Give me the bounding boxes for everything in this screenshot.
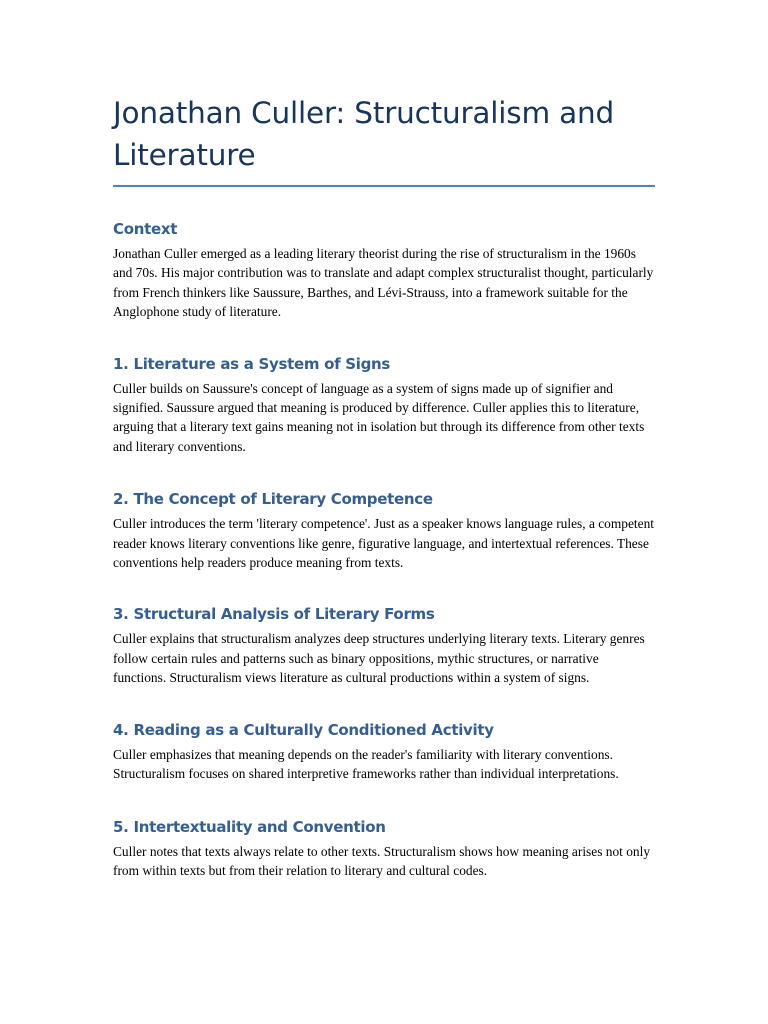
section-paragraph: Jonathan Culler emerged as a leading literary theorist during the rise of structuralism in the 1960s and 70s. His major contribution was to translate and adapt complex structuralist thought, particularly from French thinkers like Saussure, Barthes, and Lévi-Strauss, into a framework suitable for the Anglophone study of literature. (113, 246, 654, 320)
section-literary-competence (113, 489, 655, 572)
section-heading: 4. Reading as a Culturally Conditioned Activity (113, 720, 494, 739)
section-paragraph: Culler emphasizes that meaning depends on the reader's familiarity with literary conventions. Structuralism focuses on shared interpretive frameworks rather than individual interpretations. (113, 746, 619, 782)
section-heading: 5. Intertextuality and Convention (113, 817, 386, 836)
section-paragraph: Culler explains that structuralism analyzes deep structures underlying literary texts. Literary genres follow certain rules and patterns such as binary oppositions, mythic structures, or narrative functions. Structuralism views literature as cultural productions within a system of signs. (113, 631, 645, 686)
section-context (113, 219, 655, 322)
section-heading: 2. The Concept of Literary Competence (113, 490, 433, 509)
section-paragraph: Culler builds on Saussure's concept of language as a system of signs made up of signifier and signified. Saussure argued that meaning is produced by difference. Culler applies this to literature, arguing that a literary text gains meaning not in isolation but through its difference from other texts and literary conventions. (113, 380, 645, 454)
section-intertextuality (113, 817, 655, 881)
document-content (113, 92, 655, 880)
document-title: Jonathan Culler: Structuralism and Literature (113, 96, 615, 172)
section-paragraph: Culler introduces the term 'literary competence'. Just as a speaker knows language rules, a competent reader knows literary conventions like genre, figurative language, and intertextual references. These conventions help readers produce meaning from texts. (113, 516, 655, 571)
section-structural-analysis (113, 604, 655, 687)
section-paragraph: Culler notes that texts always relate to other texts. Structuralism shows how meaning arises not only from within texts but from their relation to literary and cultural codes. (113, 843, 651, 878)
title-divider (113, 185, 655, 187)
section-heading: Context (113, 220, 178, 238)
section-heading: 1. Literature as a System of Signs (113, 354, 391, 373)
section-literature-as-system-of-signs (113, 354, 655, 457)
section-reading-culturally-conditioned (113, 720, 655, 784)
section-heading: 3. Structural Analysis of Literary Forms (113, 605, 435, 624)
